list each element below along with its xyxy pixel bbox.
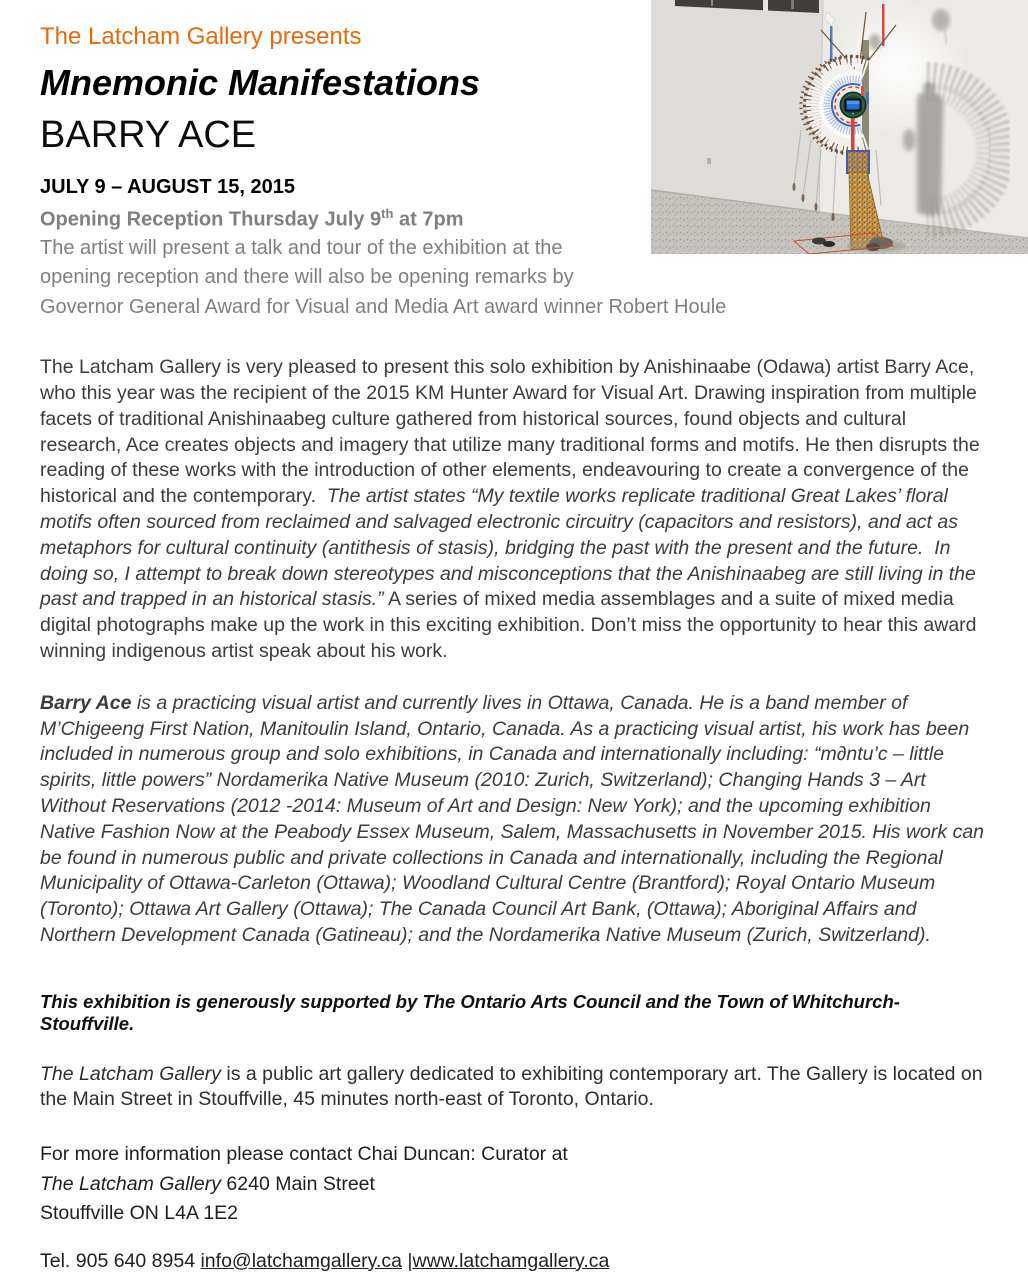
intro-paragraph [40, 355, 990, 665]
exhibition-dates: JULY 9 – AUGUST 15, 2015 [40, 176, 295, 198]
tel-number: Tel. 905 640 8954 [40, 1249, 201, 1272]
contact-street: 6240 Main Street [221, 1172, 375, 1195]
website-link[interactable]: www.latchamgallery.ca [412, 1249, 610, 1272]
email-link[interactable]: info@latchamgallery.ca [200, 1249, 402, 1272]
about-gallery-paragraph [40, 1062, 990, 1114]
tel-line [40, 1250, 990, 1273]
support-statement: This exhibition is generously supported by The Ontario Arts Council and the Town of Whitchurch-Stouffville. [40, 990, 900, 1034]
bio-paragraph [40, 691, 990, 949]
about-gallery-name: The Latcham Gallery [40, 1062, 221, 1085]
artist-name: BARRY ACE [40, 114, 257, 156]
reception-note-line1: The artist will present a talk and tour of the exhibition at the [40, 236, 563, 259]
contact-line-city: Stouffville ON L4A 1E2 [40, 1202, 239, 1225]
installation-photo-illustration [651, 0, 1028, 254]
exhibition-installation-photo [651, 0, 1028, 254]
exhibition-title: Mnemonic Manifestations [40, 62, 481, 103]
gallery-presents-line: The Latcham Gallery presents [40, 23, 362, 50]
intro-regular-1: The Latcham Gallery is very pleased to present this solo exhibition by Anishinaabe (Odawa) artist Barry Ace, who this year was the recipient of the 2015 KM Hunter Award for Visual Art. Drawing inspiration from multiple facets of traditional Anishinaabeg culture gathered from historical sources, found objects and cultural research, Ace creates objects and imagery that utilize many traditional forms and motifs. He then disrupts the reading of these works with the introduction of other elements, endeavouring to create a convergence of the historical and the contemporary. [40, 356, 986, 508]
contact-block [40, 1140, 990, 1229]
intro-regular-2: A series of mixed media assemblages and a suite of mixed media digital photographs make up the work in this exciting exhibition. Don’t miss the opportunity to hear this award winning indigenous artist speak about his work. [40, 588, 982, 662]
artist-quote-italic: The artist states “My textile works replicate traditional Great Lakes’ floral motifs often sourced from reclaimed and salvaged electronic circuitry (capacitors and resistors), and act as metaphors for cultural continuity (antithesis of stasis), bridging the past with the present and the future. In doing so, I attempt to break down stereotypes and misconceptions that the Anishinaabeg are still living in the past and trapped in an historical stasis.” [40, 485, 982, 611]
contact-gallery-name: The Latcham Gallery [40, 1172, 221, 1195]
bio-lead-name: Barry Ace [40, 691, 132, 714]
main-content [40, 355, 990, 1273]
pipe-separator: | [402, 1249, 413, 1272]
contact-line-curator: For more information please contact Chai Duncan: Curator at [40, 1143, 568, 1166]
superscript-th: th [381, 206, 394, 221]
about-text: is a public art gallery dedicated to exhibiting contemporary art. The Gallery is located on the Main Street in Stouffville, 45 minutes north-east of Toronto, Ontario. [40, 1062, 989, 1111]
bio-text: is a practicing visual artist and currently lives in Ottawa, Canada. He is a band member of M’Chigeeng First Nation, Manitoulin Island, Ontario, Canada. As a practicing visual artist, his work has been included in numerous group and solo exhibitions, in Canada and internationally including: “m∂ntu’c – little spirits, little powers” Nordamerika Native Museum (2010: Zurich, Switzerland); Changing Hands 3 – Art Without Reservations (2012 -2014: Museum of Art and Design: New York); and the upcoming exhibition Native Fashion Now at the Peabody Essex Museum, Salem, Massachusetts in November 2015. His work can be found in numerous public and private collections in Canada and internationally, including the Regional Municipality of Ottawa-Carleton (Ottawa); Woodland Cultural Centre (Brantford); Royal Ontario Museum (Toronto); Ottawa Art Gallery (Ottawa); The Canada Council Art Bank, (Ottawa); Aboriginal Affairs and Northern Development Canada (Gatineau); and the Nordamerika Native Museum (Zurich, Switzerland). [40, 691, 990, 946]
reception-text: Opening Reception Thursday July 9 [40, 208, 382, 231]
contact-line-address [40, 1170, 990, 1200]
reception-time: at 7pm [393, 208, 464, 231]
reception-note-line2: opening reception and there will also be opening remarks by [40, 266, 574, 289]
reception-note-line3: Governor General Award for Visual and Media Art award winner Robert Houle [40, 295, 727, 318]
